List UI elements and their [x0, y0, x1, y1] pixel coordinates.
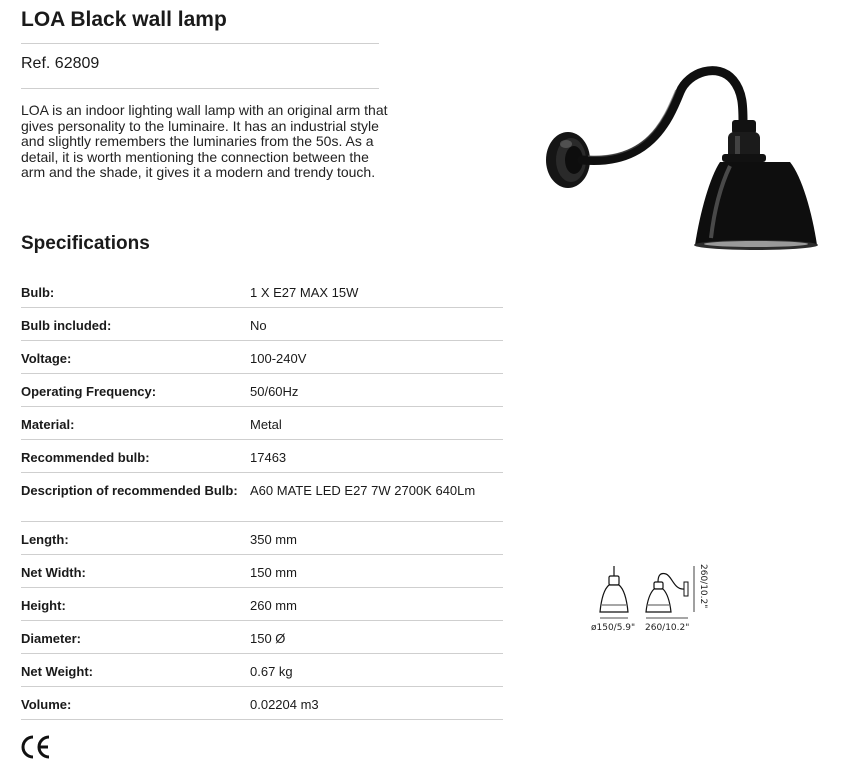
- spec-row: [21, 654, 503, 687]
- spec-row: [21, 522, 503, 555]
- spec-label: Material:: [21, 417, 75, 432]
- spec-label: Bulb:: [21, 285, 55, 300]
- spec-value: 50/60Hz: [250, 384, 299, 399]
- spec-label: Voltage:: [21, 351, 72, 366]
- spec-value: Metal: [250, 417, 282, 432]
- diameter-dimension: ø150/5.9": [591, 623, 636, 633]
- spec-row: [21, 308, 503, 341]
- spec-row: [21, 275, 503, 308]
- spec-row: [21, 374, 503, 407]
- specifications-table: [21, 275, 503, 720]
- spec-label: Description of recommended Bulb:: [21, 483, 238, 498]
- spec-label: Length:: [21, 532, 69, 547]
- product-description: LOA is an indoor lighting wall lamp with an original arm that gives personality to the luminaire. It has an industrial style and slightly remembers the luminaries from the 50s. As a detail, it is worth mentioning the connection between the arm and the shade, it gives it a modern and trendy touch.: [21, 102, 388, 180]
- spec-row: [21, 407, 503, 440]
- spec-label: Recommended bulb:: [21, 450, 150, 465]
- spec-value: 150 Ø: [250, 631, 286, 646]
- ce-mark-icon: [20, 734, 52, 760]
- spec-label: Bulb included:: [21, 318, 112, 333]
- spec-value: 17463: [250, 450, 287, 465]
- product-title: LOA Black wall lamp: [21, 8, 227, 31]
- spec-label: Volume:: [21, 697, 72, 712]
- spec-label: Height:: [21, 598, 66, 613]
- specifications-heading: Specifications: [21, 233, 150, 254]
- wall-lamp-photo: [538, 62, 823, 257]
- spec-value: 100-240V: [250, 351, 307, 366]
- spec-value: 350 mm: [250, 532, 297, 547]
- spec-row: [21, 473, 503, 522]
- spec-row: [21, 555, 503, 588]
- spec-row: [21, 440, 503, 473]
- spec-value: 0.67 kg: [250, 664, 293, 679]
- product-reference: Ref. 62809: [21, 55, 100, 72]
- spec-label: Operating Frequency:: [21, 384, 157, 399]
- spec-value: A60 MATE LED E27 7W 2700K 640Lm: [250, 483, 476, 498]
- length-dimension: 260/10.2": [645, 623, 690, 633]
- spec-row: [21, 341, 503, 374]
- spec-label: Net Weight:: [21, 664, 93, 679]
- spec-row: [21, 621, 503, 654]
- spec-label: Diameter:: [21, 631, 81, 646]
- spec-row: [21, 588, 503, 621]
- spec-row: [21, 687, 503, 720]
- spec-value: 0.02204 m3: [250, 697, 319, 712]
- spec-value: No: [250, 318, 267, 333]
- front-view-icon: [600, 566, 628, 618]
- spec-value: 150 mm: [250, 565, 297, 580]
- spec-label: Net Width:: [21, 565, 86, 580]
- spec-value: 1 X E27 MAX 15W: [250, 285, 359, 300]
- side-view-icon: [646, 566, 694, 618]
- dimension-drawing: [588, 560, 713, 635]
- reference-divider: [21, 88, 379, 89]
- spec-value: 260 mm: [250, 598, 297, 613]
- title-divider: [21, 43, 379, 44]
- height-dimension: 260/10.2": [698, 564, 708, 609]
